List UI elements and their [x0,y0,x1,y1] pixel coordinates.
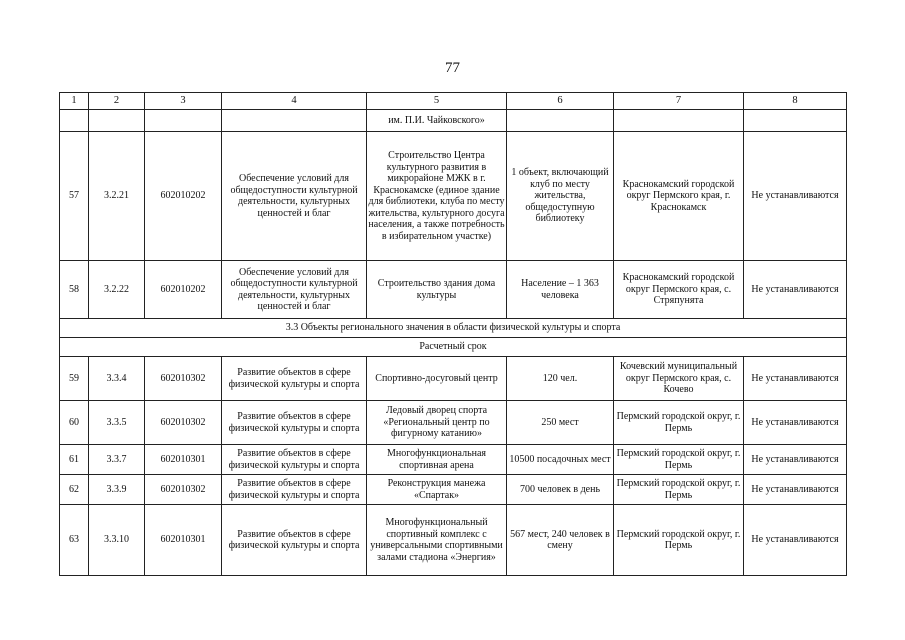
object-code: 3.2.21 [89,132,145,261]
object-code: 3.3.10 [89,505,145,576]
object-capacity: 700 человек в день [507,475,614,505]
budget-code: 602010302 [145,475,222,505]
row-number: 57 [60,132,89,261]
object-location: Пермский городской округ, г. Пермь [614,401,744,445]
header-cell: 3 [145,93,222,110]
object-capacity: 10500 посадочных мест [507,445,614,475]
budget-code: 602010301 [145,445,222,475]
page-number: 77 [445,60,460,76]
budget-code: 602010302 [145,401,222,445]
object-name: Спортивно-досуговый центр [367,357,507,401]
zone-info: Не устанавливаются [744,357,847,401]
object-name: Реконструкция манежа «Спартак» [367,475,507,505]
table-row [60,475,847,505]
zone-info: Не устанавливаются [744,475,847,505]
object-capacity: 120 чел. [507,357,614,401]
continuation-text: им. П.И. Чайковского» [367,110,507,132]
table-row [60,261,847,319]
table-header-row [60,93,847,110]
object-purpose: Развитие объектов в сфере физической культуры и спорта [222,505,367,576]
object-code: 3.2.22 [89,261,145,319]
row-number: 58 [60,261,89,319]
object-location: Пермский городской округ, г. Пермь [614,445,744,475]
object-purpose: Развитие объектов в сфере физической культуры и спорта [222,445,367,475]
header-cell: 6 [507,93,614,110]
object-location: Кочевский муниципальный округ Пермского края, с. Кочево [614,357,744,401]
budget-code: 602010302 [145,357,222,401]
row-number: 60 [60,401,89,445]
object-purpose: Обеспечение условий для общедоступности культурной деятельности, культурных ценностей и благ [222,261,367,319]
table-row [60,132,847,261]
object-purpose: Развитие объектов в сфере физической культуры и спорта [222,475,367,505]
header-cell: 4 [222,93,367,110]
header-cell: 8 [744,93,847,110]
section-row [60,319,847,338]
object-location: Пермский городской округ, г. Пермь [614,475,744,505]
zone-info: Не устанавливаются [744,505,847,576]
header-cell: 7 [614,93,744,110]
table-row [60,357,847,401]
continuation-row [60,110,847,132]
zone-info: Не устанавливаются [744,261,847,319]
object-purpose: Развитие объектов в сфере физической культуры и спорта [222,401,367,445]
object-location: Краснокамский городской округ Пермского края, с. Стряпунята [614,261,744,319]
object-code: 3.3.4 [89,357,145,401]
object-name: Ледовый дворец спорта «Региональный центр по фигурному катанию» [367,401,507,445]
object-capacity: 567 мест, 240 человек в смену [507,505,614,576]
object-name: Многофункциональная спортивная арена [367,445,507,475]
objects-table [59,92,847,576]
budget-code: 602010202 [145,261,222,319]
object-capacity: Население – 1 363 человека [507,261,614,319]
row-number: 63 [60,505,89,576]
object-code: 3.3.5 [89,401,145,445]
zone-info: Не устанавливаются [744,401,847,445]
header-cell: 5 [367,93,507,110]
row-number: 61 [60,445,89,475]
section-title: 3.3 Объекты регионального значения в области физической культуры и спорта [60,319,847,338]
header-cell: 1 [60,93,89,110]
object-capacity: 1 объект, включающий клуб по месту жительства, общедоступную библиотеку [507,132,614,261]
table-row [60,505,847,576]
budget-code: 602010301 [145,505,222,576]
zone-info: Не устанавливаются [744,445,847,475]
object-name: Строительство здания дома культуры [367,261,507,319]
table-row [60,401,847,445]
row-number: 59 [60,357,89,401]
object-capacity: 250 мест [507,401,614,445]
subsection-row [60,338,847,357]
object-name: Строительство Центра культурного развития в микрорайоне МЖК в г. Краснокамске (единое здание для библиотеки, клуба по месту жительства, культурного досуга населения, а также потребность в избирательном участке) [367,132,507,261]
object-name: Многофункциональный спортивный комплекс с универсальными спортивными залами стадиона «Энергия» [367,505,507,576]
budget-code: 602010202 [145,132,222,261]
object-code: 3.3.9 [89,475,145,505]
object-purpose: Развитие объектов в сфере физической культуры и спорта [222,357,367,401]
zone-info: Не устанавливаются [744,132,847,261]
object-location: Пермский городской округ, г. Пермь [614,505,744,576]
subsection-title: Расчетный срок [60,338,847,357]
table-row [60,445,847,475]
object-purpose: Обеспечение условий для общедоступности культурной деятельности, культурных ценностей и благ [222,132,367,261]
header-cell: 2 [89,93,145,110]
object-code: 3.3.7 [89,445,145,475]
row-number: 62 [60,475,89,505]
object-location: Краснокамский городской округ Пермского края, г. Краснокамск [614,132,744,261]
